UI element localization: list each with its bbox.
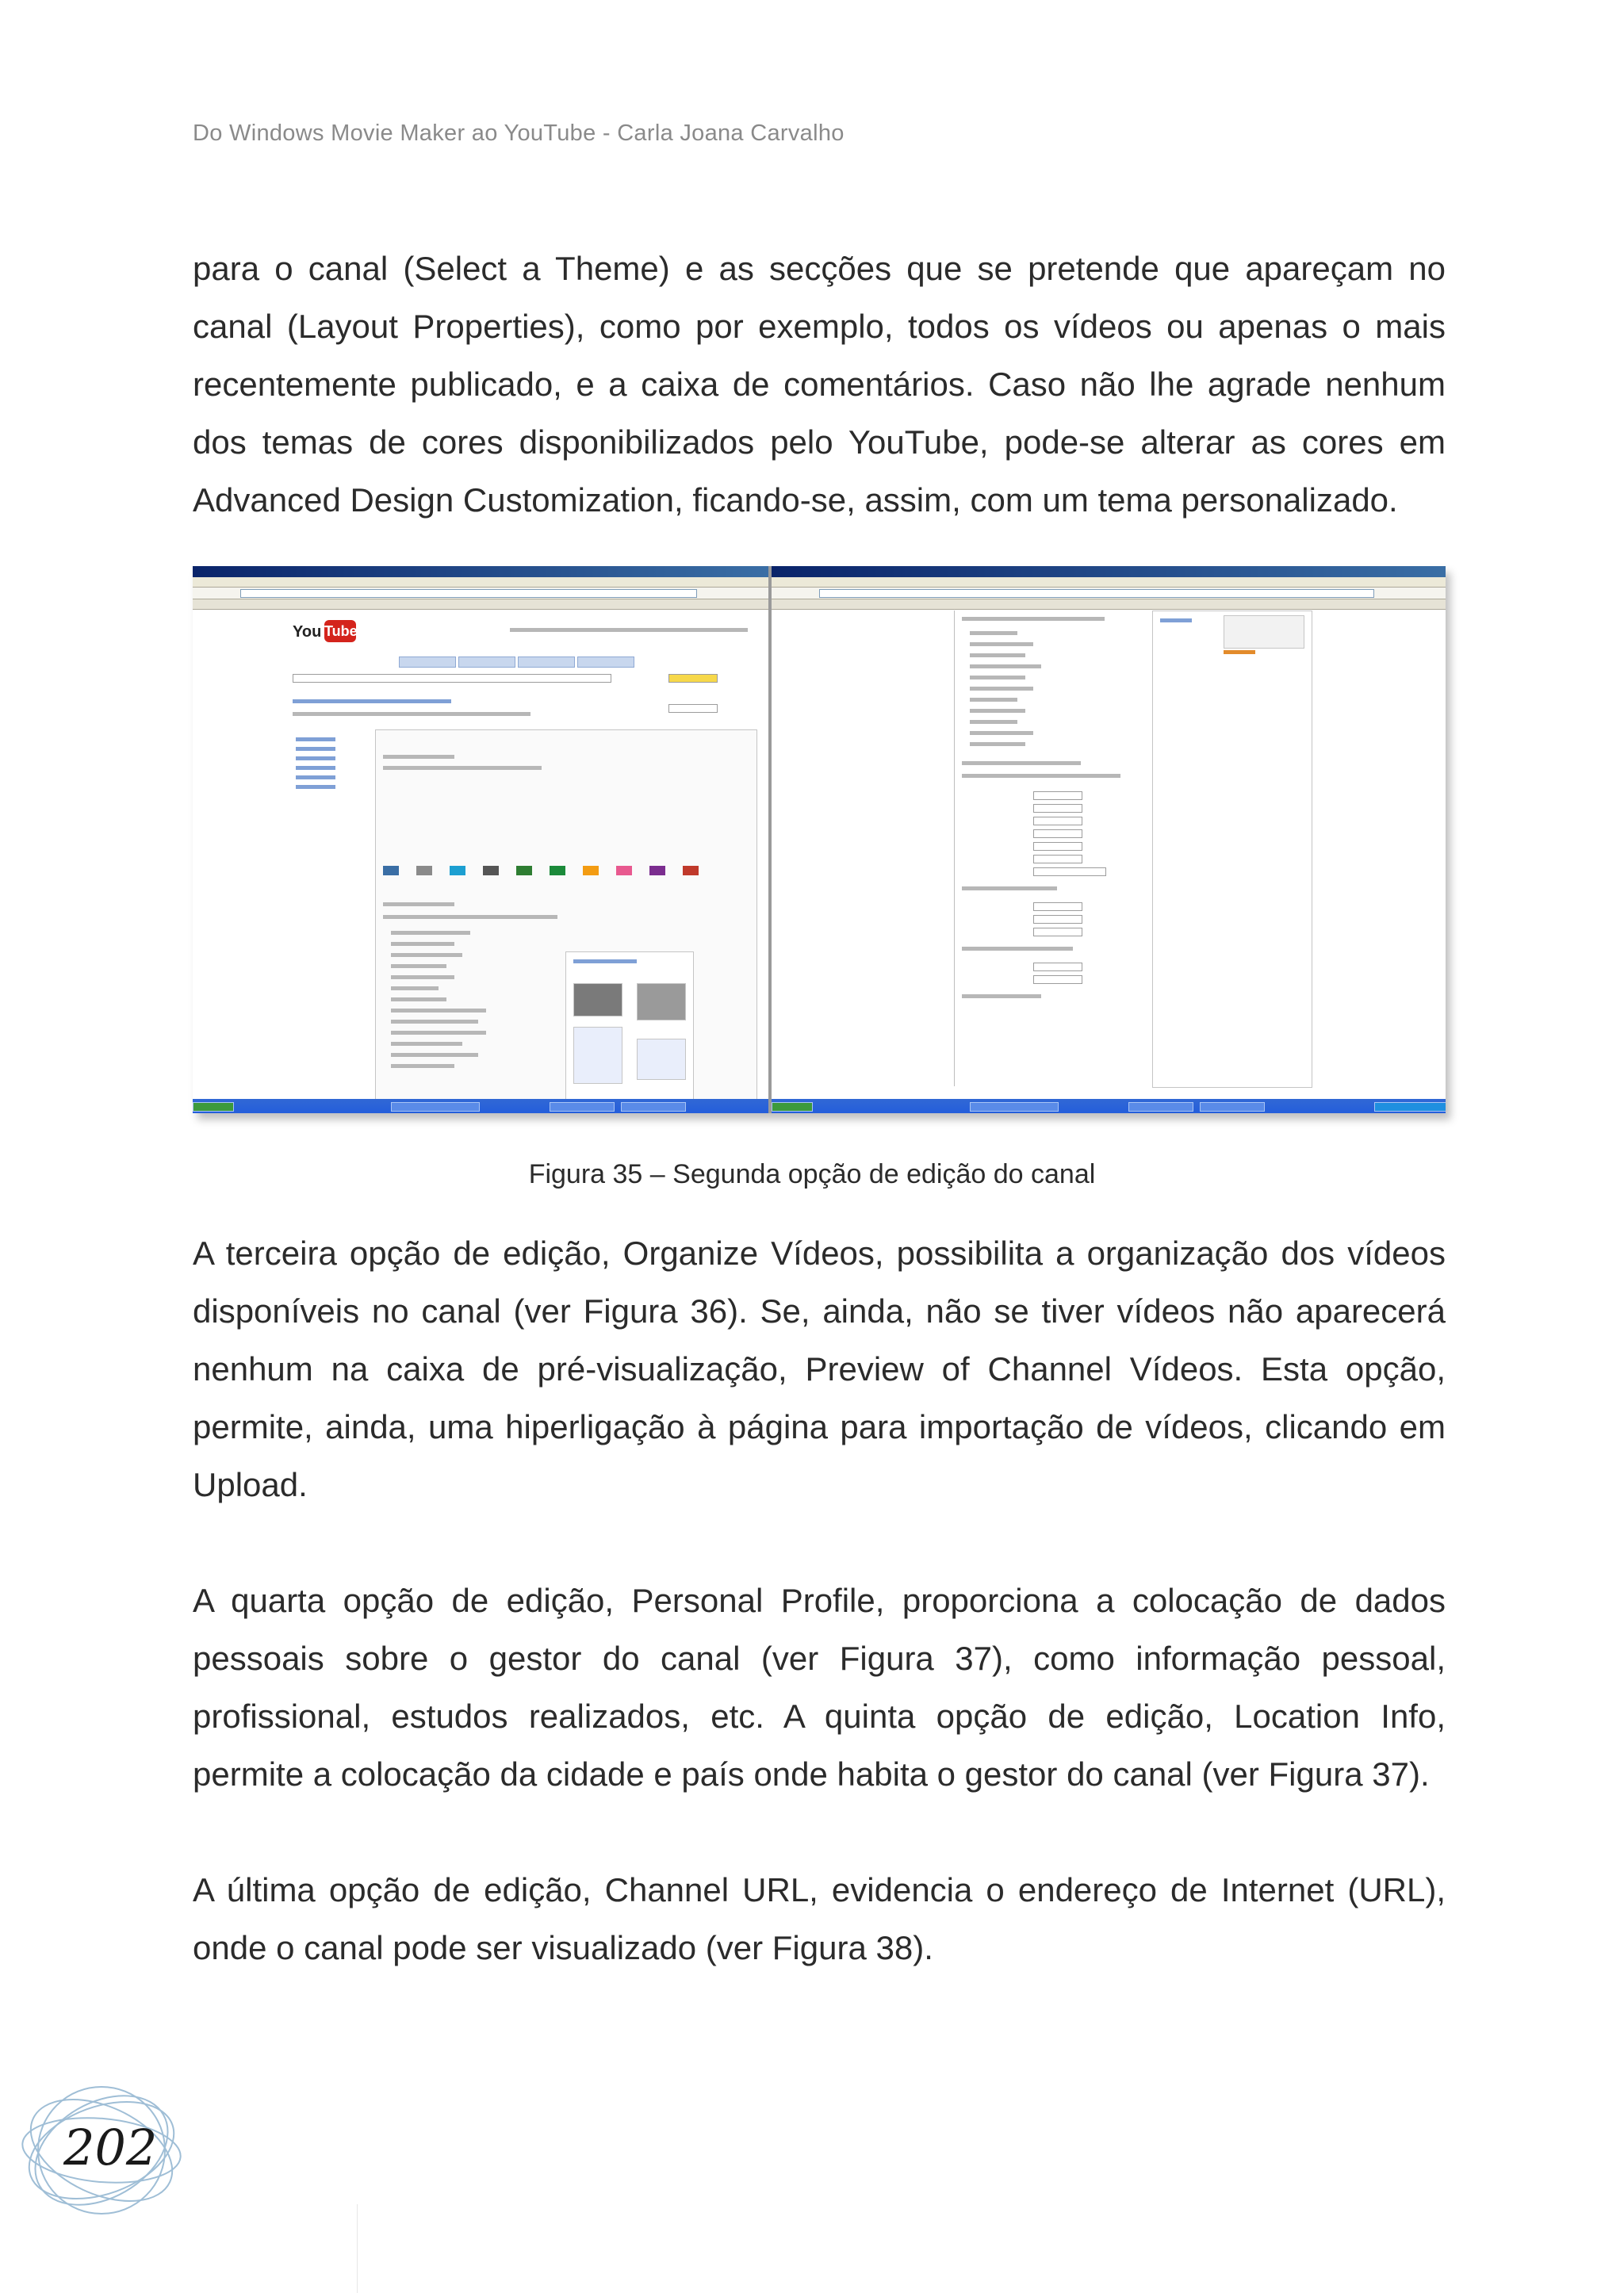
theme-swatch <box>516 866 532 875</box>
running-header: Do Windows Movie Maker ao YouTube - Carla Joana Carvalho <box>193 121 845 146</box>
paragraph-1: para o canal (Select a Theme) e as secções que se pretende que apareçam no canal (Layout Properties), como por exemplo, todos os vídeos ou apenas o mais recentemente publicado, e a caixa de comentários. Caso não lhe agrade nenhum dos temas de cores disponibilizados pelo YouTube, pode-se alterar as cores em Advanced Design Customization, ficando-se, assim, com um tema personalizado. <box>193 250 1446 519</box>
theme-swatch <box>616 866 632 875</box>
address-bar <box>193 588 768 599</box>
figure-caption <box>0 1159 1624 1190</box>
page-gutter-line <box>357 2204 358 2293</box>
theme-swatch <box>450 866 465 875</box>
browser-menubar <box>193 577 768 588</box>
theme-swatch <box>383 866 399 875</box>
address-bar <box>772 588 1446 599</box>
channel-design-page-scrolled <box>772 611 1446 1099</box>
figure-35-screenshot <box>193 566 1446 1113</box>
browser-menubar <box>772 577 1446 588</box>
page-number: 202 <box>63 2119 158 2176</box>
window-titlebar <box>772 566 1446 577</box>
browser-window-left <box>193 566 772 1113</box>
channel-design-page <box>193 611 768 1099</box>
taskbar-right <box>772 1099 1446 1113</box>
theme-swatch <box>649 866 665 875</box>
taskbar-left <box>193 1099 768 1113</box>
browser-window-right <box>772 566 1446 1113</box>
theme-swatch <box>583 866 599 875</box>
browser-tabs <box>193 599 768 610</box>
theme-swatch <box>483 866 499 875</box>
paragraph-2: A terceira opção de edição, Organize Vídeos, possibilita a organização dos vídeos disponíveis no canal (ver Figura 36). Se, ainda, não se tiver vídeos não aparecerá nenhum na caixa de pré-visualização, Preview of Channel Vídeos. Esta opção, permite, ainda, uma hiperligação à página para importação de vídeos, clicando em Upload. <box>193 1235 1446 1503</box>
figure-label: Figura 35 <box>528 1159 643 1189</box>
caption-text: Segunda opção de edição do canal <box>672 1159 1096 1189</box>
youtube-logo: You Tube <box>293 620 356 647</box>
caption-separator: – <box>649 1159 665 1189</box>
theme-swatch <box>683 866 699 875</box>
paragraph-4: A última opção de edição, Channel URL, evidencia o endereço de Internet (URL), onde o canal pode ser visualizado (ver Figura 38). <box>193 1871 1446 1966</box>
theme-swatch <box>550 866 565 875</box>
window-titlebar <box>193 566 768 577</box>
paragraph-3: A quarta opção de edição, Personal Profile, proporciona a colocação de dados pessoais sobre o gestor do canal (ver Figura 37), como informação pessoal, profissional, estudos realizados, etc. A quinta opção de edição, Location Info, permite a colocação da cidade e país onde habita o gestor do canal (ver Figura 37). <box>193 1582 1446 1793</box>
browser-tabs <box>772 599 1446 610</box>
theme-swatch <box>416 866 432 875</box>
